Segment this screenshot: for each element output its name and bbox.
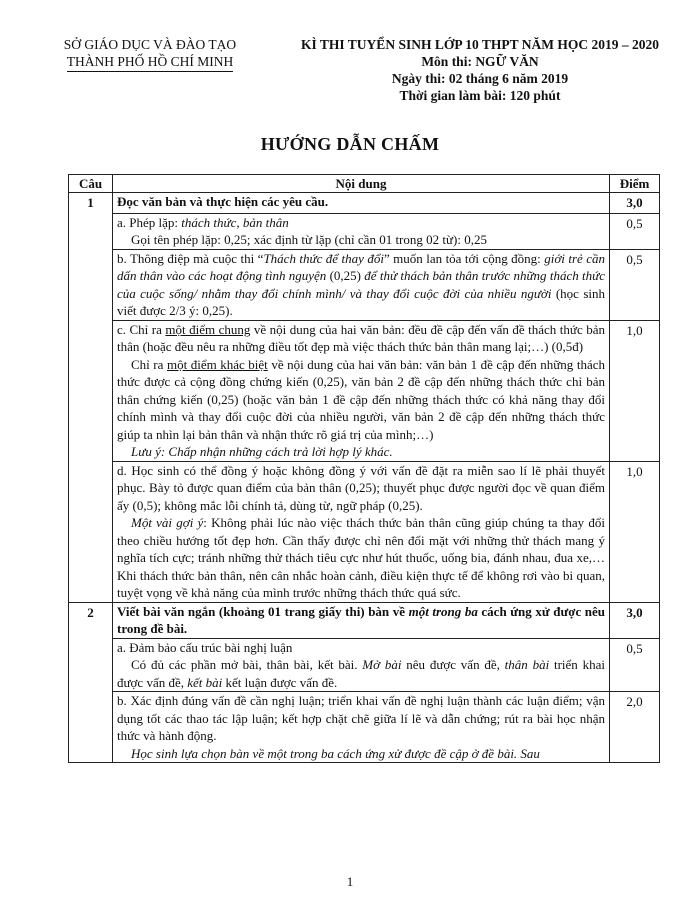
- q1c-content: c. Chỉ ra một điểm chung về nội dung của hai văn bản: đều đề cập đến vấn đề thách thức bản thân (hoặc đều nêu ra những điều tốt đẹp mà việc thách thức bản thân mang lại;…) (0,5đ) Chỉ ra một điểm khác biệt về nội dung của hai văn bản: văn bản 1 đề cập đến những thách thức được cả cộng đồng chứng kiến (0,25), văn bản 2 đề cập đến những thách thức chỉ bản thân chứng kiến (0,25) (hoặc văn bản 1 đề cập đến những thách thức có khả năng thay đổi chính mình và thay đổi cuộc đời của nhiều người, văn bản 2 đề cập đến những thách thức giúp ta nhìn lại bản thân và nhận thức rõ giá trị của mình;…) Lưu ý: Chấp nhận những cách trả lời hợp lý khác.: [113, 320, 610, 461]
- exam-info: [270, 36, 690, 104]
- q1-heading-score: 3,0: [610, 193, 660, 214]
- q1-heading-row: [69, 193, 660, 214]
- q2a-content: a. Đảm bảo cấu trúc bài nghị luận Có đủ các phần mở bài, thân bài, kết bài. Mở bài nêu được vấn đề, thân bài triển khai được vấn đề, kết bài kết luận được vấn đề.: [113, 638, 610, 692]
- q1a-score: 0,5: [610, 213, 660, 249]
- q1b-score: 0,5: [610, 249, 660, 320]
- q2b-row: [69, 692, 660, 763]
- q2-heading: Viết bài văn ngắn (khoảng 01 trang giấy thi) bàn về một trong ba cách ứng xử được nêu trong đề bài.: [113, 602, 610, 638]
- exam-subject: Môn thi: NGỮ VĂN: [421, 54, 539, 69]
- q2b-content: b. Xác định đúng vấn đề cần nghị luận; triển khai vấn đề nghị luận thành các luận điểm; vận dụng tốt các thao tác lập luận; kết hợp chặt chẽ giữa lí lẽ và dẫn chứng; rút ra bài học nhận thức và hành động. Học sinh lựa chọn bàn về một trong ba cách ứng xử được đề cập ở đề bài. Sau: [113, 692, 610, 763]
- q1d-row: [69, 461, 660, 602]
- org-line-1: SỞ GIÁO DỤC VÀ ĐÀO TẠO: [63, 37, 237, 52]
- exam-title: KÌ THI TUYỂN SINH LỚP 10 THPT NĂM HỌC 2019 – 2020: [301, 37, 659, 52]
- q1c-row: [69, 320, 660, 461]
- document-title: HƯỚNG DẪN CHẤM: [260, 134, 440, 154]
- q1b-row: [69, 249, 660, 320]
- q1d-score: 1,0: [610, 461, 660, 602]
- q2b-score: 2,0: [610, 692, 660, 763]
- page-number: 1: [346, 874, 354, 889]
- grading-table: [68, 174, 660, 763]
- q2a-score: 0,5: [610, 638, 660, 692]
- org-line-2: THÀNH PHỐ HỒ CHÍ MINH: [67, 53, 234, 72]
- q2-heading-row: [69, 602, 660, 638]
- q1a-content: a. Phép lặp: thách thức, bản thân Gọi tên phép lặp: 0,25; xác định từ lặp (chỉ cần 01 trong 02 từ): 0,25: [113, 213, 610, 249]
- col-header-score: Điểm: [610, 175, 660, 193]
- q2a-row: [69, 638, 660, 692]
- q1c-score: 1,0: [610, 320, 660, 461]
- q1-number: 1: [69, 193, 113, 603]
- exam-duration: Thời gian làm bài: 120 phút: [399, 88, 561, 103]
- table-header-row: [69, 175, 660, 193]
- q1c-note: Lưu ý: Chấp nhận những cách trả lời hợp lý khác.: [131, 444, 393, 459]
- q1a-row: [69, 213, 660, 249]
- q2-heading-score: 3,0: [610, 602, 660, 638]
- q2-number: 2: [69, 602, 113, 763]
- issuing-authority: [36, 36, 264, 72]
- exam-date: Ngày thi: 02 tháng 6 năm 2019: [391, 71, 569, 86]
- col-header-content: Nội dung: [113, 175, 610, 193]
- q1-heading: Đọc văn bản và thực hiện các yêu cầu.: [113, 193, 610, 214]
- q1b-content: b. Thông điệp mà cuộc thi “Thách thức để thay đổi” muốn lan tỏa tới cộng đồng: giới trẻ cần dấn thân vào các hoạt động tình nguyện (0,25) để thử thách bản thân trước những thách thức của cuộc sống/ nhằm thay đổi chính mình/ và thay đổi cuộc đời của nhiều người (học sinh viết được 2/3 ý: 0,25).: [113, 249, 610, 320]
- col-header-cau: Câu: [69, 175, 113, 193]
- q1d-content: d. Học sinh có thể đồng ý hoặc không đồng ý với vấn đề đặt ra miễn sao lí lẽ phải thuyết phục. Bày tỏ được quan điểm của bản thân (0,25); thuyết phục được người đọc về quan điểm ấy (0,5); không mắc lỗi chính tả, dùng từ, ngữ pháp (0,25). Một vài gợi ý: Không phải lúc nào việc thách thức bản thân cũng giúp chúng ta thay đổi theo chiều hướng tốt đẹp hơn. Cần thấy được chỉ nên đối mặt với những thử thách mang ý nghĩa tích cực; tránh những thử thách tiêu cực như hút thuốc, uống bia, đánh nhau, đua xe,… Khi thách thức bản thân, nên cân nhắc hoàn cảnh, điều kiện thực tế để không rơi vào bi quan, tuyệt vọng về khả năng của mình trước những thách thức quá sức.: [113, 461, 610, 602]
